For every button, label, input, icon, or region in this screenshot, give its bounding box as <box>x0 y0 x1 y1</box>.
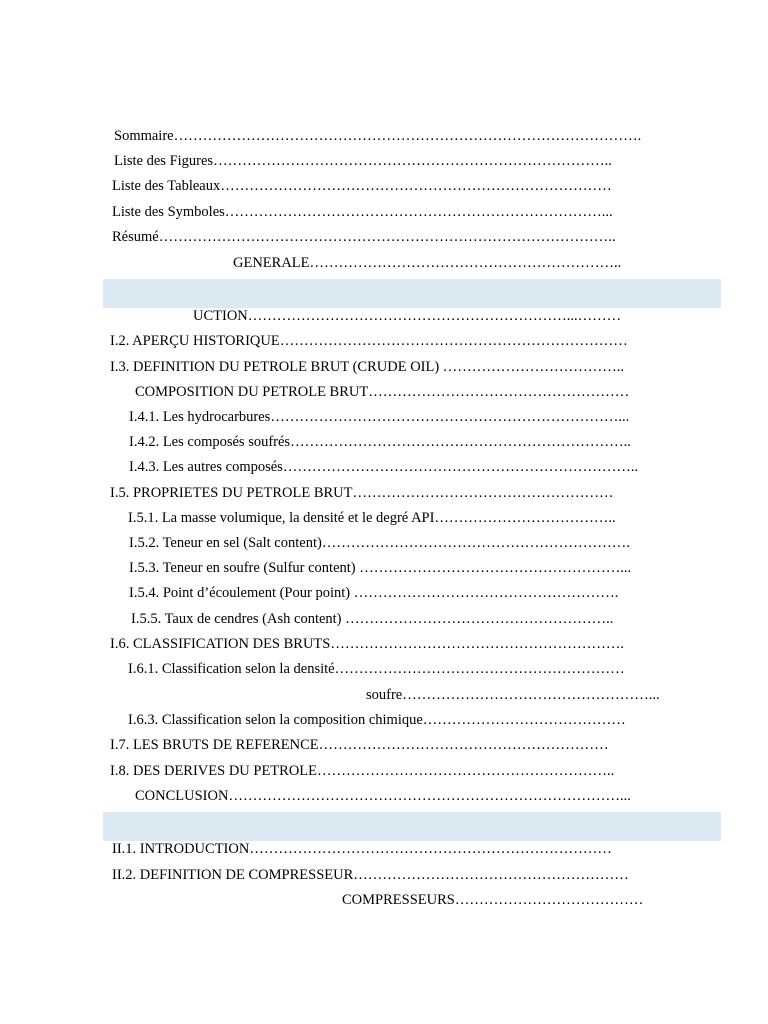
toc-entry-i62-soufre: soufre……………………………………………... <box>366 687 660 703</box>
toc-entry-i52: I.5.2. Teneur en sel (Salt content)………………………………………………………. <box>129 535 630 551</box>
toc-entry-i63: I.6.3. Classification selon la composition chimique…………………………………… <box>128 712 626 728</box>
toc-entry-liste-figures: Liste des Figures……………………………………………………………………….. <box>114 153 612 169</box>
toc-entry-i51: I.5.1. La masse volumique, la densité et le degré API……………………………….. <box>128 510 616 526</box>
toc-entry-i54: I.5.4. Point d’écoulement (Pour point) ………………………………………………. <box>129 585 619 601</box>
toc-entry-i5: I.5. PROPRIETES DU PETROLE BRUT……………………………………………… <box>110 485 614 501</box>
toc-entry-i2: I.2. APERÇU HISTORIQUE……………………………………………………………… <box>110 333 628 349</box>
toc-entry-i4: COMPOSITION DU PETROLE BRUT……………………………………………… <box>135 384 630 400</box>
toc-entry-conclusion: CONCLUSION………………………………………………………………………... <box>135 788 631 804</box>
toc-entry-i55: I.5.5. Taux de cendres (Ash content) ……………………………………………….. <box>131 611 614 627</box>
toc-entry-i43: I.4.3. Les autres composés……………………………………………………………….. <box>129 459 639 475</box>
toc-entry-i8: I.8. DES DERIVES DU PETROLE…………………………………………………….. <box>110 763 615 779</box>
toc-entry-i61: I.6.1. Classification selon la densité…………………………………………………… <box>128 661 625 677</box>
toc-entry-resume: Résumé………………………………………………………………………………….. <box>112 229 616 245</box>
toc-entry-sommaire: Sommaire……………………………………………………………………………………. <box>114 128 642 144</box>
toc-entry-i7: I.7. LES BRUTS DE REFERENCE…………………………………………………… <box>110 737 609 753</box>
toc-entry-i6: I.6. CLASSIFICATION DES BRUTS……………………………………………………. <box>110 636 624 652</box>
toc-entry-i42: I.4.2. Les composés soufrés…………………………………………………………….. <box>129 434 631 450</box>
toc-entry-i53: I.5.3. Teneur en soufre (Sulfur content) ………………………………………………... <box>129 560 632 576</box>
toc-entry-liste-tableaux: Liste des Tableaux……………………………………………………………………… <box>112 178 612 194</box>
chapter-2-heading-band <box>103 812 721 841</box>
toc-entry-compresseurs: COMPRESSEURS………………………………… <box>342 892 644 908</box>
chapter-1-heading-band <box>103 279 721 308</box>
toc-entry-ii1: II.1. INTRODUCTION………………………………………………………………… <box>112 841 612 857</box>
toc-entry-generale: GENERALE……………………………………………………….. <box>233 255 622 271</box>
toc-entry-ii2: II.2. DEFINITION DE COMPRESSEUR………………………………………………… <box>112 867 629 883</box>
toc-entry-i41: I.4.1. Les hydrocarbures………………………………………………………………... <box>129 409 630 425</box>
toc-entry-i3: I.3. DEFINITION DU PETROLE BRUT (CRUDE OIL) ……………………………….. <box>110 359 625 375</box>
toc-entry-introduction-i1: UCTION…………………………………………………………...……… <box>193 308 622 324</box>
toc-entry-liste-symboles: Liste des Symboles……………………………………………………………………... <box>112 204 613 220</box>
